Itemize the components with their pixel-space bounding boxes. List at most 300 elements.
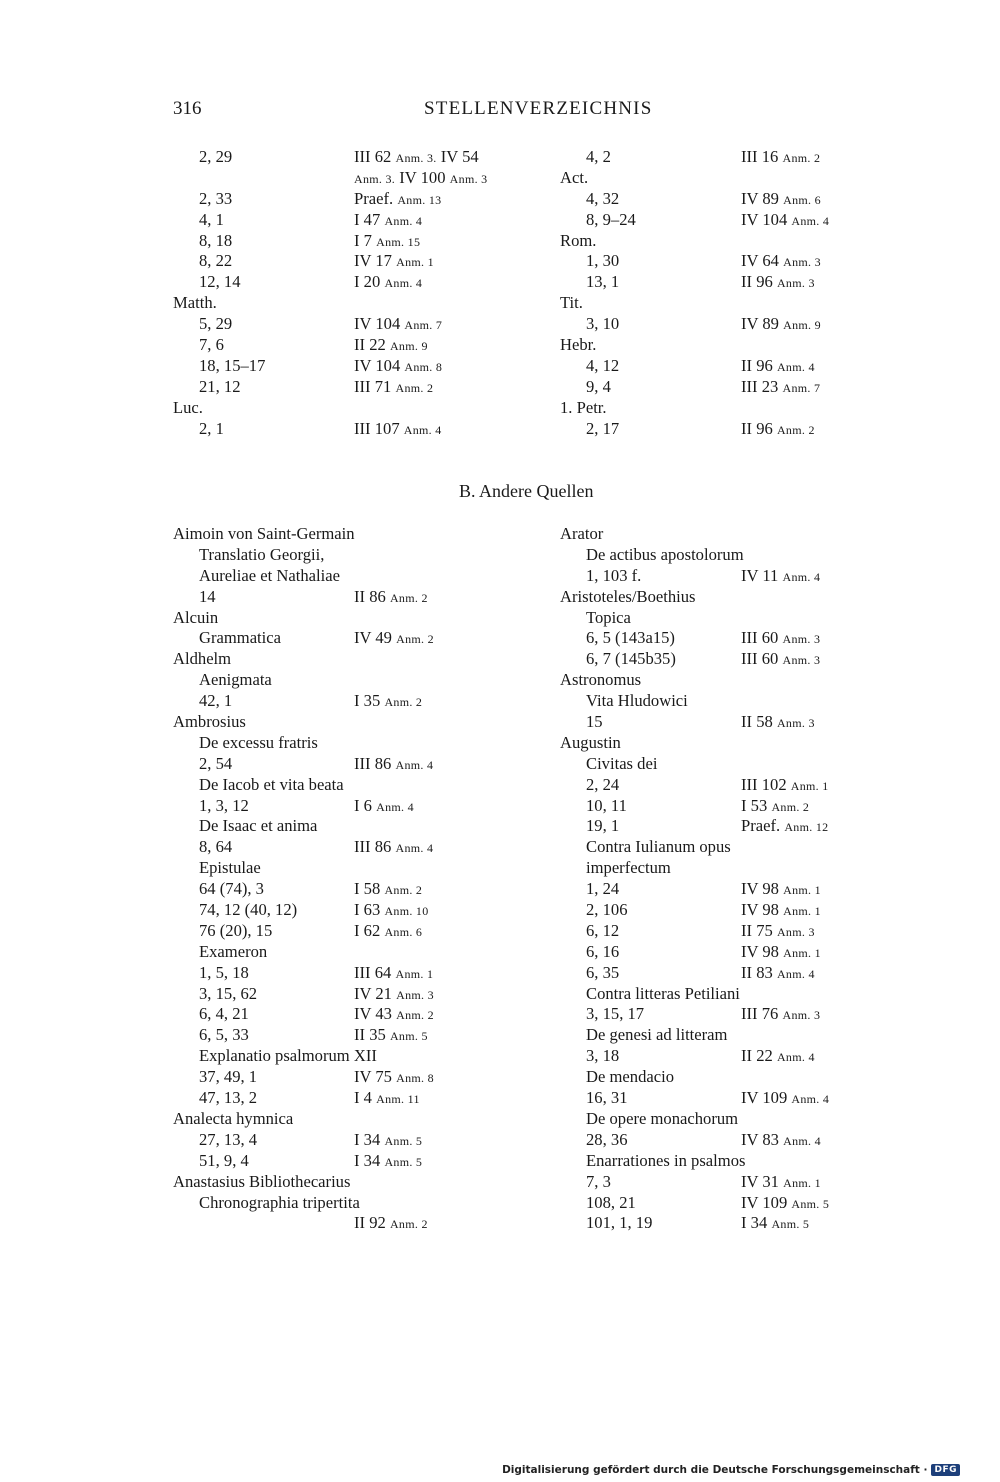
entry-locus: Enarrationes in psalmos — [586, 1150, 746, 1170]
entry-locus: Aldhelm — [173, 649, 232, 669]
entry-locus: Augustin — [560, 732, 621, 752]
anm-note: Anm. 9 — [389, 339, 428, 354]
entry-reference — [741, 1088, 829, 1110]
ref-volume-page: Praef. — [354, 188, 394, 208]
bible-index-left-column — [173, 147, 503, 439]
anm-note: Anm. 2 — [771, 799, 810, 814]
section-title: B. Andere Quellen — [459, 481, 594, 501]
ref-volume-page: IV 104 — [741, 209, 788, 229]
sources-index-right-column — [560, 524, 890, 1234]
index-work-title — [560, 1109, 890, 1130]
index-entry — [173, 691, 503, 712]
entry-reference — [354, 210, 422, 232]
anm-note: Anm. 2 — [395, 380, 434, 395]
index-entry — [173, 419, 503, 440]
index-entry — [560, 816, 890, 837]
index-entry — [560, 272, 890, 293]
index-entry — [173, 879, 503, 900]
index-work-title — [560, 1151, 890, 1172]
entry-locus: 1, 3, 12 — [199, 795, 249, 815]
ref-volume-page: III 71 — [354, 376, 392, 396]
anm-note: Anm. 2 — [396, 632, 434, 647]
entry-locus: 2, 17 — [586, 418, 620, 438]
entry-locus: Alcuin — [173, 607, 219, 627]
index-entry — [173, 984, 503, 1005]
index-entry — [560, 1004, 890, 1025]
index-entry — [173, 1213, 503, 1234]
entry-reference — [741, 566, 820, 588]
ref-volume-page: Praef. — [741, 816, 781, 836]
entry-locus: 27, 13, 4 — [199, 1129, 258, 1149]
anm-note: Anm. 5 — [771, 1217, 810, 1232]
entry-locus: Translatio Georgii, — [199, 544, 325, 564]
entry-locus: 14 — [199, 586, 216, 606]
index-heading — [560, 524, 890, 545]
anm-note: Anm. 3. — [395, 151, 437, 165]
ref-volume-page: II 86 — [354, 586, 386, 606]
index-entry — [173, 754, 503, 775]
ref-volume-page: I 63 — [354, 900, 381, 920]
entry-locus: 6, 7 (145b35) — [586, 649, 676, 669]
ref-volume-page: IV 31 — [741, 1171, 779, 1191]
index-entry — [560, 314, 890, 335]
index-entry — [560, 942, 890, 963]
anm-note: Anm. 3 — [776, 716, 815, 731]
anm-note: Anm. 4 — [776, 359, 815, 374]
index-heading — [173, 1109, 503, 1130]
entry-locus: 4, 32 — [586, 188, 620, 208]
ref-volume-page: III 60 — [741, 649, 779, 669]
entry-locus: Contra litteras Petiliani — [586, 983, 740, 1003]
anm-note: Anm. 2 — [776, 422, 815, 437]
index-work-title — [173, 733, 503, 754]
entry-reference — [741, 251, 821, 273]
entry-reference — [354, 691, 422, 713]
index-entry — [560, 796, 890, 817]
entry-locus: Civitas dei — [586, 753, 658, 773]
bible-index-right-column — [560, 147, 890, 439]
entry-locus: 2, 1 — [199, 418, 224, 438]
anm-note: Anm. 1 — [396, 255, 434, 270]
anm-note: Anm. 4 — [403, 422, 442, 437]
ref-volume-page: II 22 — [741, 1046, 773, 1066]
entry-locus: 28, 36 — [586, 1129, 628, 1149]
entry-reference — [741, 147, 820, 169]
entry-locus: Contra Iulianum opus — [586, 837, 731, 857]
index-work-title — [560, 1067, 890, 1088]
entry-locus: 3, 10 — [586, 314, 620, 334]
index-entry — [173, 210, 503, 231]
index-entry — [173, 921, 503, 942]
entry-locus: Grammatica — [199, 628, 282, 648]
entry-locus: 7, 3 — [586, 1171, 611, 1191]
entry-locus: 1, 103 f. — [586, 565, 642, 585]
index-work-title — [173, 816, 503, 837]
index-entry — [173, 1067, 503, 1088]
anm-note: Anm. 1 — [783, 1175, 821, 1190]
index-work-title — [173, 670, 503, 691]
anm-note: Anm. 4 — [395, 841, 434, 856]
entry-reference — [354, 1004, 434, 1026]
entry-locus: 1. Petr. — [560, 397, 607, 417]
index-heading — [173, 712, 503, 733]
index-heading — [173, 524, 503, 545]
anm-note: Anm. 3 — [776, 924, 815, 939]
ref-volume-page: I 35 — [354, 691, 381, 711]
anm-note: Anm. 2 — [396, 1008, 434, 1023]
ref-volume-page: IV 89 — [741, 314, 779, 334]
entry-locus: Vita Hludowici — [586, 691, 688, 711]
entry-reference — [741, 775, 829, 797]
anm-note: Anm. 10 — [384, 904, 429, 919]
entry-reference — [741, 1193, 829, 1215]
footer-credit — [502, 1464, 960, 1476]
entry-locus: Luc. — [173, 397, 203, 417]
entry-locus: 21, 12 — [199, 376, 241, 396]
entry-reference — [354, 796, 414, 818]
anm-note: Anm. 12 — [784, 820, 829, 835]
index-heading — [173, 649, 503, 670]
index-entry — [173, 1004, 503, 1025]
entry-locus: 3, 18 — [586, 1046, 620, 1066]
entry-reference — [354, 1213, 428, 1235]
index-entry — [173, 189, 503, 210]
anm-note: Anm. 4 — [776, 1050, 815, 1065]
entry-locus: 6, 5 (143a15) — [586, 628, 675, 648]
entry-locus: 8, 9–24 — [586, 209, 636, 229]
anm-note: Anm. 2 — [389, 1217, 428, 1232]
entry-reference — [354, 754, 433, 776]
ref-volume-page: I 6 — [354, 795, 372, 815]
index-work-title — [173, 942, 503, 963]
entry-locus: Topica — [586, 607, 631, 627]
entry-reference — [354, 231, 420, 253]
index-work-title — [560, 545, 890, 566]
entry-reference — [354, 1025, 428, 1047]
anm-note: Anm. 2 — [384, 695, 423, 710]
index-entry — [560, 210, 890, 231]
entry-locus: Exameron — [199, 941, 268, 961]
index-entry — [560, 419, 890, 440]
ref-volume-page: III 86 — [354, 837, 392, 857]
anm-note: Anm. 4 — [782, 569, 821, 584]
entry-locus: 1, 5, 18 — [199, 962, 249, 982]
ref-volume-page: III 102 — [741, 774, 787, 794]
anm-note: Anm. 4 — [395, 757, 434, 772]
entry-locus: 74, 12 (40, 12) — [199, 900, 298, 920]
entry-locus: Ambrosius — [173, 712, 246, 732]
ref-volume-page: IV 83 — [741, 1129, 779, 1149]
entry-locus: 1, 30 — [586, 251, 620, 271]
anm-note: Anm. 4 — [791, 1092, 830, 1107]
entry-reference — [741, 189, 821, 211]
ref-volume-page: I 47 — [354, 209, 381, 229]
entry-locus: 2, 54 — [199, 753, 233, 773]
entry-reference — [354, 356, 442, 378]
index-entry — [560, 1193, 890, 1214]
index-entry — [173, 272, 503, 293]
entry-locus: De opere monachorum — [586, 1108, 739, 1128]
anm-note: Anm. 3 — [449, 171, 488, 186]
index-work-title — [560, 608, 890, 629]
anm-note: Anm. 15 — [376, 234, 421, 249]
entry-locus: Aristoteles/Boethius — [560, 586, 696, 606]
entry-reference — [741, 356, 815, 378]
entry-locus: 64 (74), 3 — [199, 879, 264, 899]
entry-locus: Anastasius Bibliothecarius — [173, 1171, 351, 1191]
ref-volume-page: IV 75 — [354, 1067, 392, 1087]
sources-index-left-column — [173, 524, 503, 1234]
index-entry — [560, 628, 890, 649]
ref-volume-page: III 76 — [741, 1004, 779, 1024]
anm-note: Anm. 2 — [782, 151, 821, 165]
anm-note: Anm. 1 — [783, 945, 821, 960]
entry-reference — [354, 377, 433, 399]
ref-volume-page: I 7 — [354, 230, 372, 250]
anm-note: Anm. 3 — [782, 632, 821, 647]
index-entry — [173, 1130, 503, 1151]
index-entry — [560, 1213, 890, 1234]
entry-locus: 16, 31 — [586, 1088, 628, 1108]
entry-locus: 2, 29 — [199, 147, 233, 166]
anm-note: Anm. 2 — [389, 590, 428, 605]
index-entry — [173, 628, 503, 649]
entry-locus: 101, 1, 19 — [586, 1213, 653, 1233]
page-number: 316 — [173, 98, 202, 119]
entry-locus: imperfectum — [586, 858, 671, 878]
index-heading — [173, 608, 503, 629]
entry-reference — [741, 314, 821, 336]
entry-locus: 42, 1 — [199, 691, 233, 711]
ref-volume-page: IV 109 — [741, 1088, 788, 1108]
entry-locus: 4, 1 — [199, 209, 224, 229]
index-entry — [173, 900, 503, 921]
index-work-title — [173, 545, 503, 566]
entry-reference — [741, 272, 815, 294]
ref-volume-page: I 34 — [354, 1129, 381, 1149]
entry-locus: De mendacio — [586, 1067, 675, 1087]
entry-locus: De genesi ad litteram — [586, 1025, 728, 1045]
index-entry — [173, 1025, 503, 1046]
entry-locus: 6, 35 — [586, 962, 620, 982]
entry-locus: 13, 1 — [586, 272, 620, 292]
index-work-title — [560, 754, 890, 775]
entry-reference — [354, 879, 422, 901]
index-entry — [560, 963, 890, 984]
entry-reference — [741, 1130, 821, 1152]
ref-volume-page: III 60 — [741, 628, 779, 648]
ref-volume-page: II 92 — [354, 1213, 386, 1233]
index-entry — [173, 587, 503, 608]
ref-volume-page: I 53 — [741, 795, 768, 815]
index-entry — [560, 189, 890, 210]
entry-reference — [354, 984, 434, 1006]
entry-locus: 51, 9, 4 — [199, 1150, 249, 1170]
index-heading — [560, 670, 890, 691]
ref-volume-page: I 34 — [354, 1150, 381, 1170]
anm-note: Anm. 1 — [790, 778, 829, 793]
ref-volume-page: III 64 — [354, 962, 392, 982]
entry-reference — [741, 1046, 815, 1068]
index-heading — [560, 293, 890, 314]
index-entry — [173, 335, 503, 356]
entry-locus: Hebr. — [560, 335, 597, 355]
entry-reference — [741, 628, 820, 650]
index-entry — [560, 147, 890, 168]
index-entry — [173, 796, 503, 817]
entry-reference — [741, 1172, 821, 1194]
index-heading — [560, 168, 890, 189]
entry-reference — [741, 1004, 820, 1026]
anm-note: Anm. 5 — [384, 1133, 423, 1148]
ref-volume-page: IV 49 — [354, 628, 392, 648]
entry-locus: 3, 15, 17 — [586, 1004, 645, 1024]
ref-volume-page: III 16 — [741, 147, 779, 166]
entry-reference — [354, 921, 422, 943]
anm-note: Anm. 7 — [782, 380, 821, 395]
ref-volume-page: IV 98 — [741, 941, 779, 961]
anm-note: Anm. 7 — [404, 318, 443, 333]
index-entry — [560, 251, 890, 272]
ref-volume-page: II 22 — [354, 335, 386, 355]
anm-note: Anm. 4 — [783, 1133, 821, 1148]
index-entry — [173, 314, 503, 335]
index-entry — [173, 168, 503, 189]
entry-locus: Aenigmata — [199, 670, 272, 690]
entry-locus: 108, 21 — [586, 1192, 636, 1212]
anm-note: Anm. 9 — [783, 318, 821, 333]
entry-locus: Matth. — [173, 293, 217, 313]
entry-reference — [741, 900, 821, 922]
ref-volume-page: II 96 — [741, 355, 773, 375]
index-entry — [560, 1130, 890, 1151]
anm-note: Anm. 3 — [783, 255, 821, 270]
ref-volume-page: IV 104 — [354, 355, 401, 375]
index-heading — [560, 335, 890, 356]
entry-locus: 6, 16 — [586, 941, 620, 961]
dfg-logo: DFG — [931, 1464, 960, 1476]
anm-note: Anm. 5 — [384, 1154, 423, 1169]
entry-reference — [354, 335, 428, 357]
ref-volume-page: IV 89 — [741, 188, 779, 208]
anm-note: Anm. 13 — [397, 192, 442, 207]
ref-volume-page: II 58 — [741, 712, 773, 732]
index-entry — [560, 879, 890, 900]
index-entry — [173, 231, 503, 252]
entry-locus: Analecta hymnica — [173, 1108, 294, 1128]
index-entry — [173, 837, 503, 858]
entry-locus: 6, 4, 21 — [199, 1004, 249, 1024]
index-heading — [173, 1172, 503, 1193]
anm-note: Anm. 4 — [384, 276, 423, 291]
index-entry — [173, 251, 503, 272]
entry-locus: De Isaac et anima — [199, 816, 318, 836]
entry-locus: 15 — [586, 712, 603, 732]
ref-volume-page: IV 98 — [741, 900, 779, 920]
entry-locus: 3, 15, 62 — [199, 983, 258, 1003]
anm-note: Anm. 6 — [384, 924, 423, 939]
index-entry — [560, 1172, 890, 1193]
ref-volume-page: II 35 — [354, 1025, 386, 1045]
entry-locus: 8, 64 — [199, 837, 233, 857]
entry-locus: 37, 49, 1 — [199, 1067, 258, 1087]
index-heading — [173, 398, 503, 419]
entry-reference — [354, 1151, 422, 1173]
entry-locus: De Iacob et vita beata — [199, 774, 344, 794]
index-heading — [173, 293, 503, 314]
entry-locus: 76 (20), 15 — [199, 920, 273, 940]
entry-locus: Arator — [560, 524, 604, 543]
index-work-title — [173, 775, 503, 796]
index-work-title — [560, 1025, 890, 1046]
entry-locus: 9, 4 — [586, 376, 611, 396]
ref-volume-page: III 86 — [354, 753, 392, 773]
index-entry — [560, 566, 890, 587]
anm-note: Anm. 4 — [384, 213, 423, 228]
index-work-title — [173, 566, 503, 587]
entry-reference — [741, 796, 809, 818]
entry-reference — [354, 963, 433, 985]
ref-volume-page: II 83 — [741, 962, 773, 982]
anm-note: Anm. 1 — [395, 966, 434, 981]
index-entry — [560, 377, 890, 398]
entry-locus: 8, 18 — [199, 230, 233, 250]
entry-locus: 4, 12 — [586, 355, 620, 375]
ref-volume-page: III 62 — [354, 147, 392, 166]
index-heading — [560, 587, 890, 608]
index-entry — [560, 1088, 890, 1109]
entry-reference — [354, 272, 422, 294]
ref-volume-page: IV 54 — [440, 147, 479, 166]
index-work-title — [173, 1193, 503, 1214]
index-entry — [173, 1151, 503, 1172]
entry-reference — [354, 189, 441, 211]
index-work-title — [560, 858, 890, 879]
ref-volume-page: III 107 — [354, 418, 400, 438]
entry-reference — [741, 210, 829, 232]
index-work-title — [560, 837, 890, 858]
index-work-title — [173, 1046, 503, 1067]
entry-reference — [354, 1130, 422, 1152]
index-entry — [173, 1088, 503, 1109]
entry-reference — [354, 168, 487, 190]
entry-locus: 2, 106 — [586, 900, 628, 920]
entry-reference — [354, 314, 442, 336]
anm-note: Anm. 4 — [791, 213, 830, 228]
entry-locus: Aimoin von Saint-Germain — [173, 524, 355, 543]
entry-reference — [741, 377, 820, 399]
anm-note: Anm. 8 — [396, 1071, 434, 1086]
index-entry — [173, 356, 503, 377]
anm-note: Anm. 8 — [404, 359, 443, 374]
ref-volume-page: III 23 — [741, 376, 779, 396]
anm-note: Anm. 4 — [776, 966, 815, 981]
ref-volume-page: I 20 — [354, 272, 381, 292]
index-entry — [560, 712, 890, 733]
entry-reference — [741, 921, 815, 943]
ref-volume-page: IV 11 — [741, 565, 779, 585]
index-entry — [173, 377, 503, 398]
entry-locus: 5, 29 — [199, 314, 233, 334]
ref-volume-page: I 58 — [354, 879, 381, 899]
entry-locus: 2, 24 — [586, 774, 620, 794]
anm-note: Anm. 6 — [783, 192, 821, 207]
anm-note: Anm. 3. — [354, 171, 396, 186]
ref-volume-page: IV 21 — [354, 983, 392, 1003]
entry-reference — [741, 712, 815, 734]
entry-locus: 6, 5, 33 — [199, 1025, 249, 1045]
anm-note: Anm. 5 — [791, 1196, 830, 1211]
